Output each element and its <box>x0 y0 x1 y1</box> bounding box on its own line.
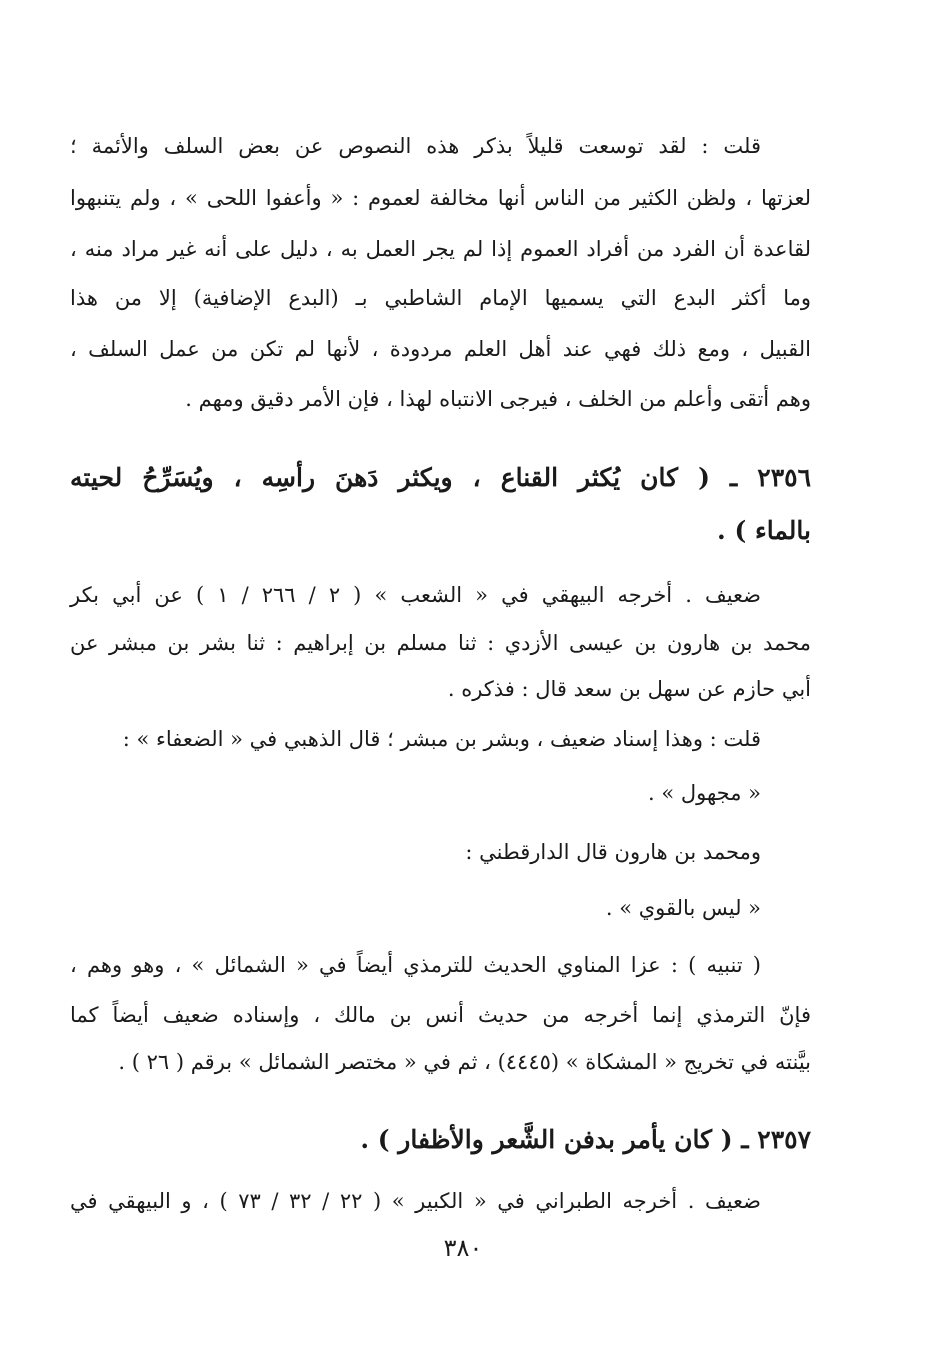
page-number: ٣٨٠ <box>443 1234 483 1262</box>
hadith-2357-heading: ٢٣٥٧ ـ ( كان يأمر بدفن الشَّعر والأظفار ) . <box>360 1125 811 1154</box>
comment-2356-line-2: « مجهول » . <box>648 781 761 805</box>
intro-line-6: وهم أتقى وأعلم من الخلف ، فيرجى الانتباه لهذا ، فإن الأمر دقيق ومهم . <box>185 387 811 411</box>
daraqutni-line-1: ومحمد بن هارون قال الدارقطني : <box>465 840 761 864</box>
hadith-2356-heading-line-2: بالماء ) . <box>717 516 811 545</box>
intro-line-1: قلت : لقد توسعت قليلاً بذكر هذه النصوص عن بعض السلف والأئمة ؛ <box>70 134 761 158</box>
intro-line-4: وما أكثر البدع التي يسميها الإمام الشاطبي بـ (البدع الإضافية) إلا من هذا <box>70 286 811 310</box>
tanbih-line-1: ( تنبيه ) : عزا المناوي الحديث للترمذي أيضاً في « الشمائل » ، وهو وهم ، <box>70 953 761 977</box>
takhrij-2356-line-2: محمد بن هارون بن عيسى الأزدي : ثنا مسلم بن إبراهيم : ثنا بشر بن مبشر عن <box>70 631 811 655</box>
takhrij-2356-line-1: ضعيف . أخرجه البيهقي في « الشعب » ( ٢ / ٢٦٦ / ١ ) عن أبي بكر <box>70 583 762 607</box>
takhrij-2356-line-3: أبي حازم عن سهل بن سعد قال : فذكره . <box>447 677 811 701</box>
comment-2356-line-1: قلت : وهذا إسناد ضعيف ، وبشر بن مبشر ؛ قال الذهبي في « الضعفاء » : <box>122 727 761 751</box>
daraqutni-line-2: « ليس بالقوي » . <box>605 896 761 920</box>
takhrij-2357-line-1: ضعيف . أخرجه الطبراني في « الكبير » ( ٢٢ / ٣٢ / ٧٣ ) ، و البيهقي في <box>70 1189 761 1213</box>
tanbih-line-2: فإنّ الترمذي إنما أخرجه من حديث أنس بن مالك ، وإسناده ضعيف أيضاً كما <box>70 1003 811 1027</box>
hadith-2356-heading-line-1: ٢٣٥٦ ـ ( كان يُكثر القناع ، ويكثر دَهنَ رأسِه ، ويُسَرِّحُ لحيته <box>70 463 811 492</box>
intro-line-3: لقاعدة أن الفرد من أفراد العموم إذا لم يجر العمل به ، دليل على أنه غير مراد منه ، <box>70 237 811 261</box>
intro-line-2: لعزتها ، ولظن الكثير من الناس أنها مخالفة لعموم : « وأعفوا اللحى » ، ولم يتنبهوا <box>70 186 811 210</box>
intro-line-5: القبيل ، ومع ذلك فهي عند أهل العلم مردودة ، لأنها لم تكن من عمل السلف ، <box>70 337 811 361</box>
tanbih-line-3: بيَّنته في تخريج « المشكاة » (٤٤٤٥) ، ثم في « مختصر الشمائل » برقم ( ٢٦ ) . <box>118 1050 811 1074</box>
